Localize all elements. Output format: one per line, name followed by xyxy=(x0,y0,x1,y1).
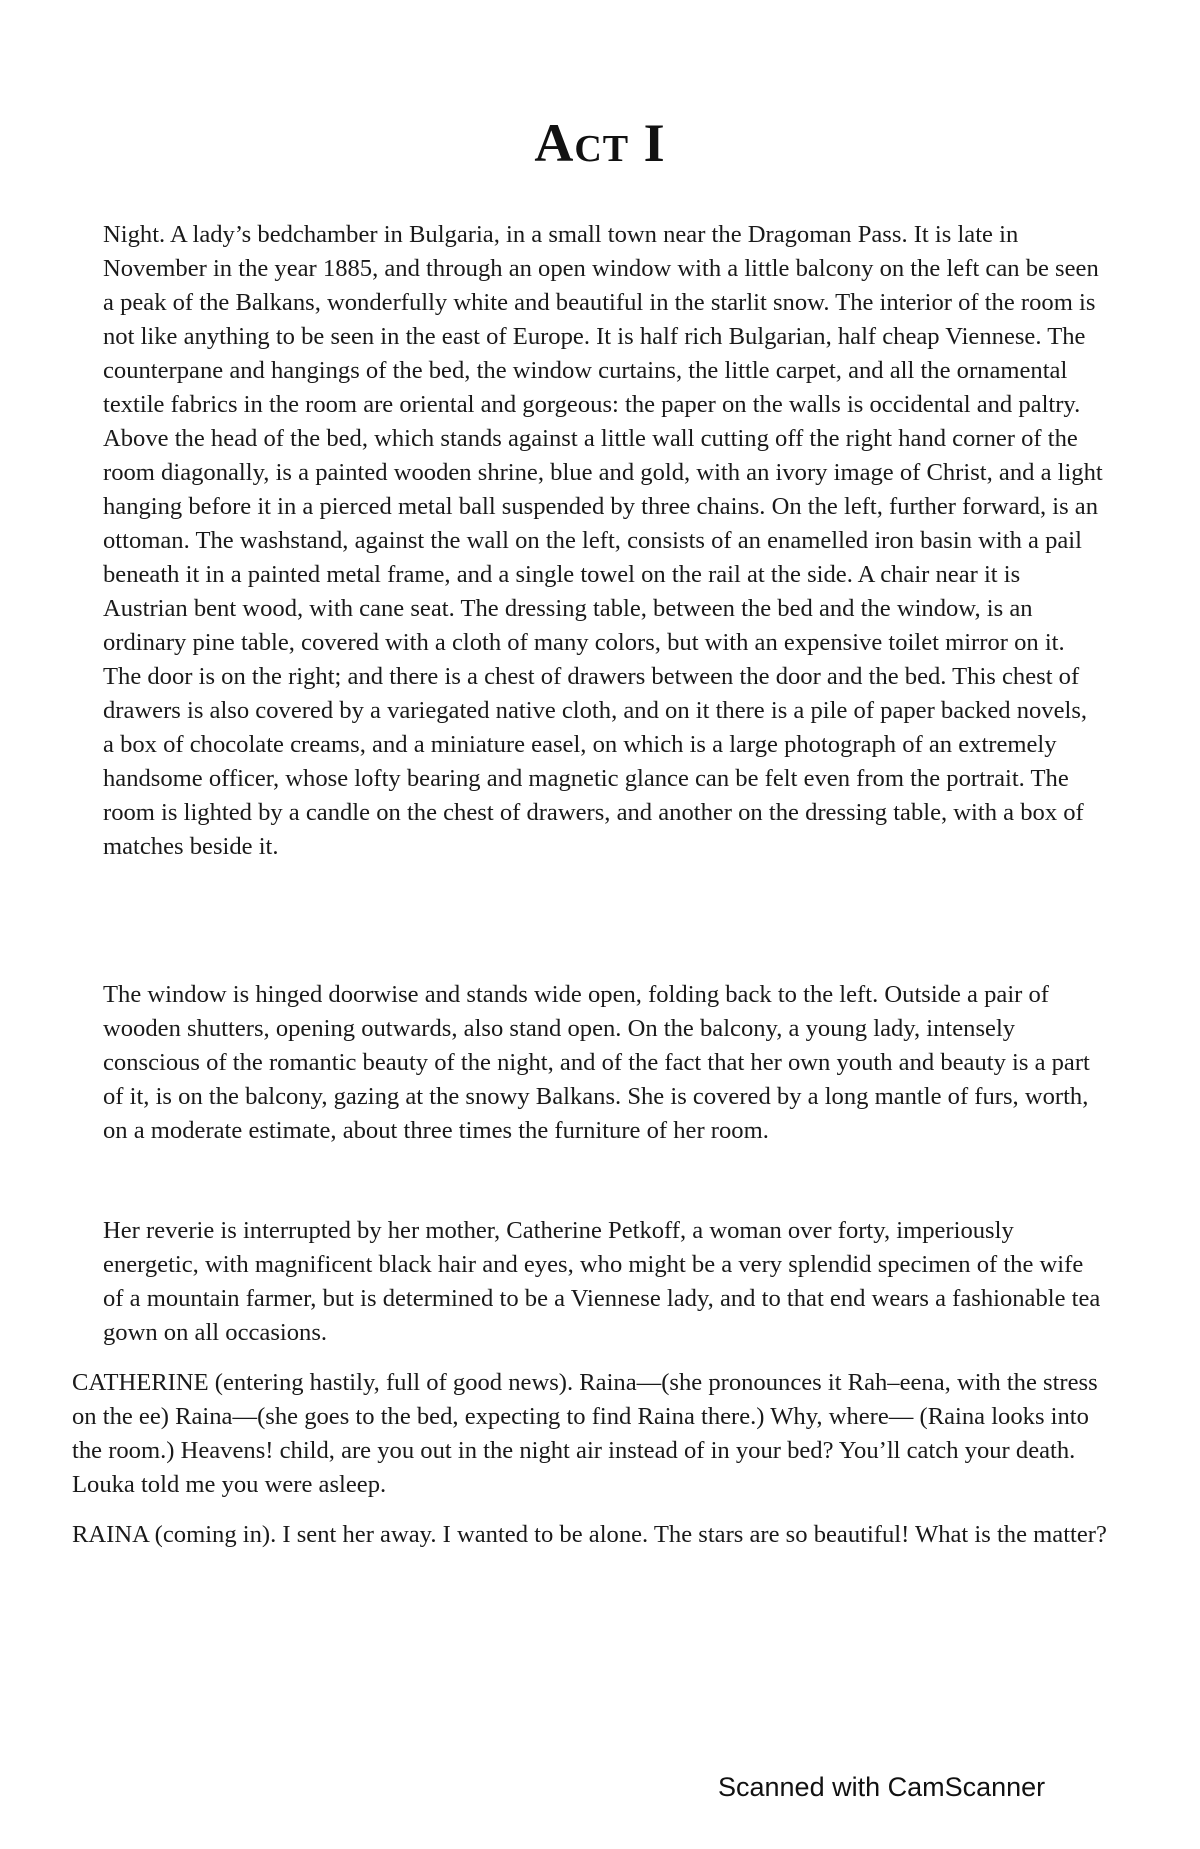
act-title-text: Act I xyxy=(534,113,666,173)
stage-direction-catherine: Her reverie is interrupted by her mother, Catherine Petkoff, a woman over forty, imperiously energetic, with magnificent black hair and eyes, who might be a very splendid specimen of the wife of a mountain farmer, but is determined to be a Viennese lady, and to that end wears a fashionable tea gown on all occasions. xyxy=(103,1217,1101,1346)
stage-direction-window: The window is hinged doorwise and stands wide open, folding back to the left. Outside a pair of wooden shutters, opening outwards, also stand open. On the balcony, a young lady, intensely conscious of the romantic beauty of the night, and of the fact that her own youth and beauty is a part of it, is on the balcony, gazing at the snowy Balkans. She is covered by a long mantle of furs, worth, on a moderate estimate, about three times the furniture of her room. xyxy=(103,981,1090,1144)
act-title xyxy=(0,112,1200,174)
dialogue-raina: RAINA (coming in). I sent her away. I wanted to be alone. The stars are so beautiful! What is the matter? xyxy=(72,1521,1107,1548)
dialogue-catherine: CATHERINE (entering hastily, full of good news). Raina—(she pronounces it Rah–eena, with the stress on the ee) Raina—(she goes to the bed, expecting to find Raina there.) Why, where— (Raina looks into the room.) Heavens! child, are you out in the night air instead of in your bed? You’ll catch your death. Louka told me you were asleep. xyxy=(72,1369,1098,1498)
stage-direction-setting: Night. A lady’s bedchamber in Bulgaria, in a small town near the Dragoman Pass. It is late in November in the year 1885, and through an open window with a little balcony on the left can be seen a peak of the Balkans, wonderfully white and beautiful in the starlit snow. The interior of the room is not like anything to be seen in the east of Europe. It is half rich Bulgarian, half cheap Viennese. The counterpane and hangings of the bed, the window curtains, the little carpet, and all the ornamental textile fabrics in the room are oriental and gorgeous: the paper on the walls is occidental and paltry. Above the head of the bed, which stands against a little wall cutting off the right hand corner of the room diagonally, is a painted wooden shrine, blue and gold, with an ivory image of Christ, and a light hanging before it in a pierced metal ball suspended by three chains. On the left, further forward, is an ottoman. The washstand, against the wall on the left, consists of an enamelled iron basin with a pail beneath it in a painted metal frame, and a single towel on the rail at the side. A chair near it is Austrian bent wood, with cane seat. The dressing table, between the bed and the window, is an ordinary pine table, covered with a cloth of many colors, but with an expensive toilet mirror on it. The door is on the right; and there is a chest of drawers between the door and the bed. This chest of drawers is also covered by a variegated native cloth, and on it there is a pile of paper backed novels, a box of chocolate creams, and a miniature easel, on which is a large photograph of an extremely handsome officer, whose lofty bearing and magnetic glance can be felt even from the portrait. The room is lighted by a candle on the chest of drawers, and another on the dressing table, with a box of matches beside it. xyxy=(103,221,1103,860)
camscanner-watermark: Scanned with CamScanner xyxy=(718,1772,1046,1802)
